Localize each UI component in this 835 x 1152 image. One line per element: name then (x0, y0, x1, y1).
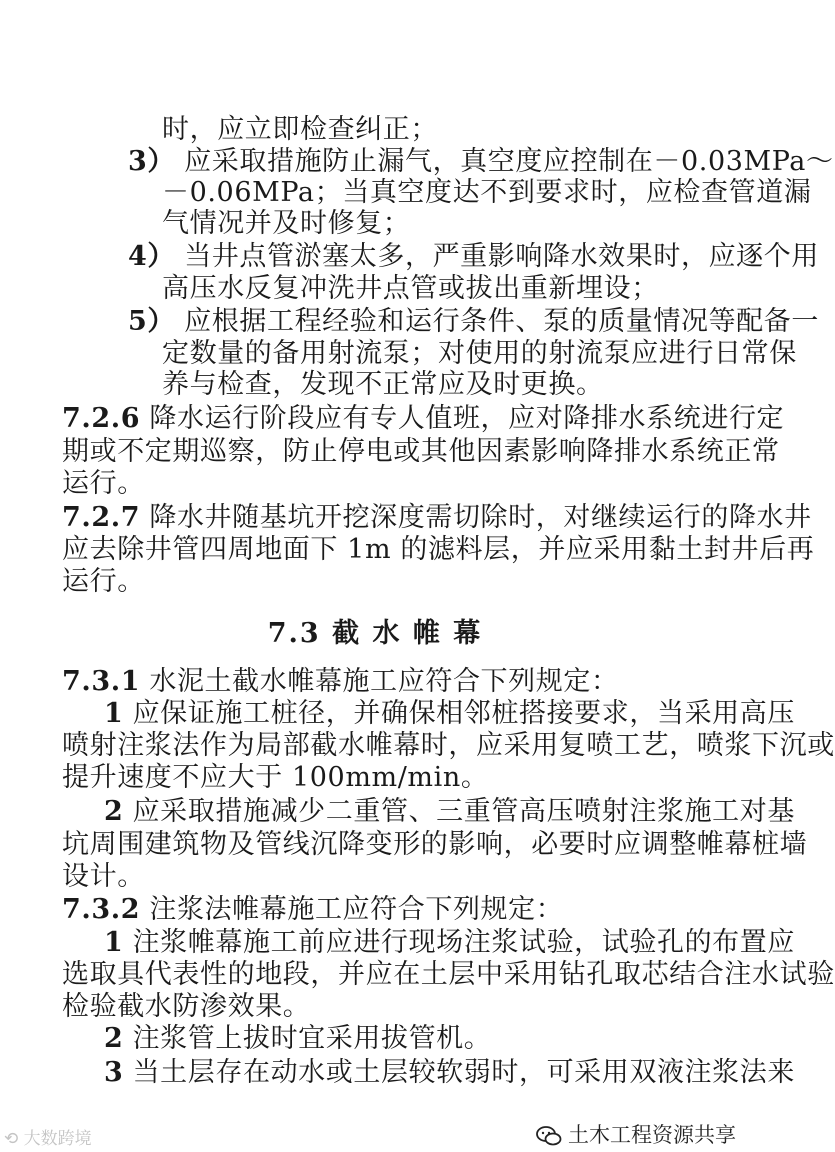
text-line: 提升速度不应大于 100mm/min。 (62, 762, 489, 793)
wechat-icon (536, 1125, 562, 1147)
watermark-right: 土木工程资源共享 (536, 1122, 736, 1148)
list-item: 1 应保证施工桩径，并确保相邻桩搭接要求，当采用高压 (104, 698, 795, 729)
clause-line: 7.3.2 注浆法帷幕施工应符合下列规定： (62, 894, 564, 925)
section-heading: 7.3 截 水 帷 幕 (267, 618, 483, 649)
text-line: 养与检查，发现不正常应及时更换。 (162, 369, 604, 400)
list-item: 2 应采取措施减少二重管、三重管高压喷射注浆施工对基 (104, 796, 795, 827)
text-line: 定数量的备用射流泵；对使用的射流泵应进行日常保 (162, 338, 797, 369)
text-line: 设计。 (62, 861, 145, 892)
text-line: 选取具代表性的地段，并应在土层中采用钻孔取芯结合注水试验 (62, 959, 835, 990)
text-line: 时，应立即检查纠正； (162, 114, 438, 145)
list-item: 4） 当井点管淤塞太多，严重影响降水效果时，应逐个用 (128, 241, 819, 272)
text-line: 应去除井管四周地面下 1m 的滤料层，并应采用黏土封井后再 (62, 534, 815, 565)
text-line: 运行。 (62, 468, 145, 499)
text-line: 坑周围建筑物及管线沉降变形的影响，必要时应调整帷幕桩墙 (62, 829, 808, 860)
watermark-left: ⟲ 大数跨境 (4, 1129, 92, 1149)
text-line: 气情况并及时修复； (162, 208, 411, 239)
list-item: 2 注浆管上拔时宜采用拔管机。 (104, 1023, 492, 1054)
brand-icon: ⟲ (4, 1129, 24, 1149)
text-line: 运行。 (62, 566, 145, 597)
text-line: －0.06MPa；当真空度达不到要求时，应检查管道漏 (162, 177, 812, 208)
text-line: 期或不定期巡察，防止停电或其他因素影响降排水系统正常 (62, 436, 780, 467)
text-line: 喷射注浆法作为局部截水帷幕时，应采用复喷工艺，喷浆下沉或 (62, 730, 835, 761)
clause-line: 7.2.7 降水井随基坑开挖深度需切除时，对继续运行的降水井 (62, 502, 812, 533)
text-line: 高压水反复冲洗井点管或拔出重新埋设； (162, 273, 659, 304)
text-line: 检验截水防渗效果。 (62, 991, 311, 1022)
list-item: 3） 应采取措施防止漏气，真空度应控制在－0.03MPa～ (128, 146, 834, 177)
list-item: 3 当土层存在动水或土层较软弱时，可采用双液注浆法来 (104, 1057, 795, 1088)
list-item: 1 注浆帷幕施工前应进行现场注浆试验，试验孔的布置应 (104, 927, 795, 958)
list-item: 5） 应根据工程经验和运行条件、泵的质量情况等配备一 (128, 306, 819, 337)
clause-line: 7.2.6 降水运行阶段应有专人值班，应对降排水系统进行定 (62, 403, 785, 434)
clause-line: 7.3.1 水泥土截水帷幕施工应符合下列规定： (62, 666, 619, 697)
